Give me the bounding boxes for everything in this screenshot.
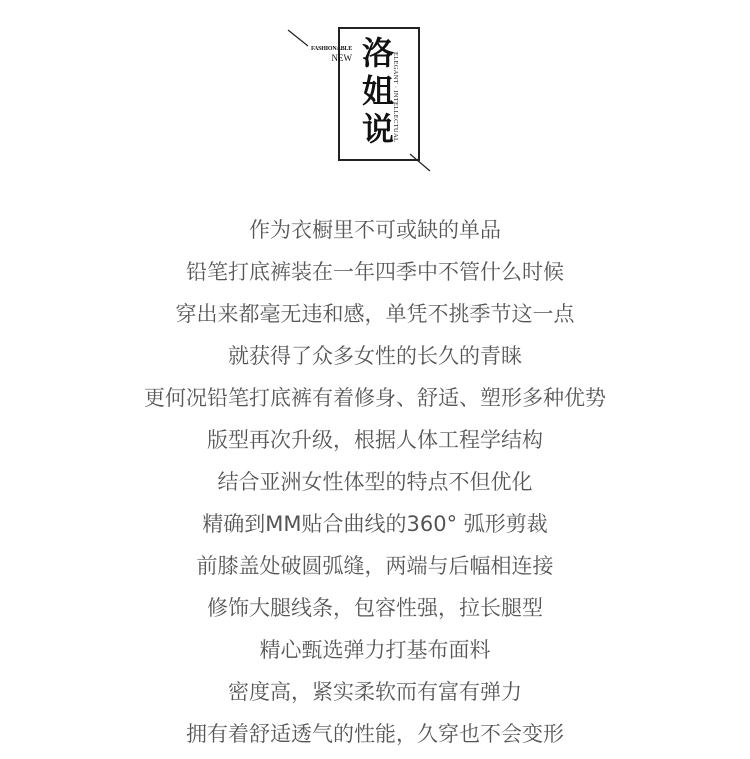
text-line: 拥有着舒适透气的性能，久穿也不会变形 (186, 722, 564, 746)
text-line: 作为衣橱里不可或缺的单品 (249, 218, 501, 242)
brand-logo (286, 26, 432, 174)
text-line: 就获得了众多女性的长久的青睐 (228, 344, 522, 368)
logo-fashionable-new (294, 46, 352, 63)
text-line: 精心甄选弹力打基布面料 (259, 638, 491, 662)
text-line: 更何况铅笔打底裤有着修身、舒适、塑形多种优势 (144, 386, 606, 410)
text-line: 版型再次升级，根据人体工程学结构 (207, 428, 543, 452)
logo-title-char: 洛 (361, 34, 394, 72)
text-line: 结合亚洲女性体型的特点不但优化 (217, 470, 533, 494)
text-line: 密度高，紧实柔软而有富有弹力 (228, 680, 522, 704)
logo-title-char: 姐 (361, 72, 394, 110)
description-text (0, 209, 750, 755)
text-line: 前膝盖处破圆弧缝，两端与后幅相连接 (196, 554, 554, 578)
logo-vertical-text: ELEGANT · INTELLECTUAL (392, 52, 399, 143)
text-line: 铅笔打底裤装在一年四季中不管什么时候 (186, 260, 564, 284)
logo-new-text: NEW (331, 53, 352, 63)
text-line: 穿出来都毫无违和感，单凭不挑季节这一点 (175, 302, 575, 326)
text-line: 精确到MM贴合曲线的360° 弧形剪裁 (202, 512, 548, 536)
text-line: 修饰大腿线条，包容性强，拉长腿型 (207, 596, 543, 620)
logo-fashionable-text: FASHIONABLE (310, 46, 352, 52)
logo-title-char: 说 (361, 110, 394, 148)
